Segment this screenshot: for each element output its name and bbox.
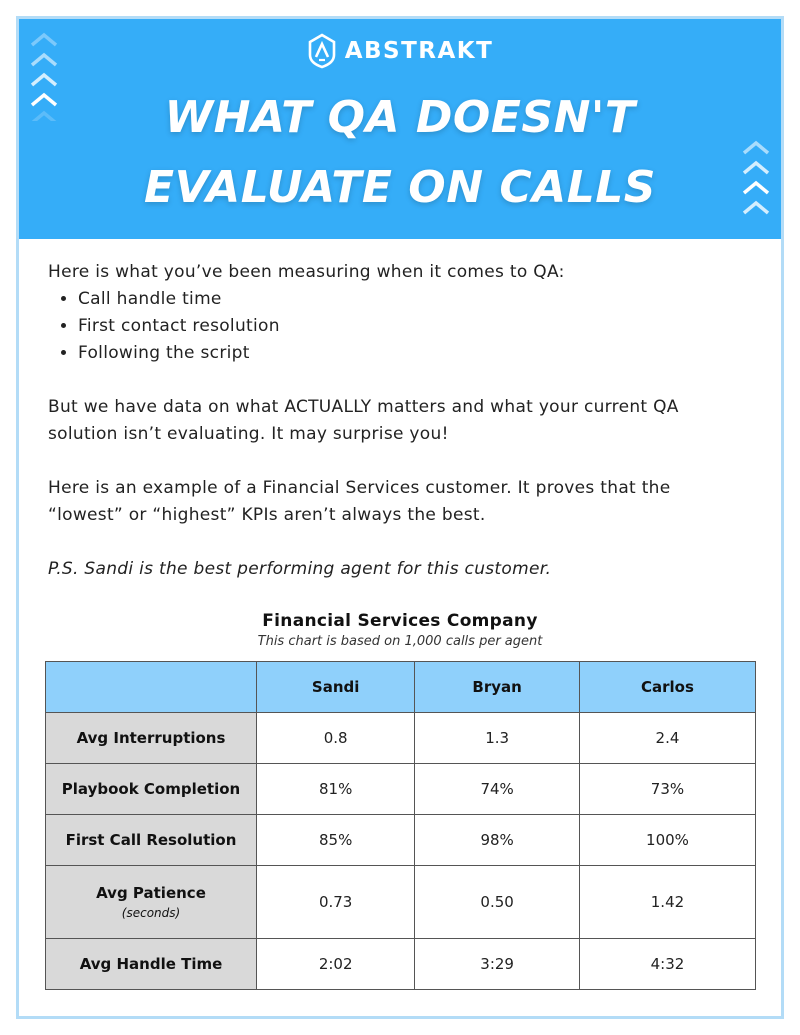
table-cell: 1.3 (415, 713, 580, 764)
table-cell: 0.73 (257, 866, 415, 939)
page-title (19, 83, 781, 223)
table-cell: 3:29 (415, 939, 580, 990)
column-header-sandi: Sandi (257, 662, 415, 713)
table-row (46, 866, 756, 939)
column-header-carlos: Carlos (579, 662, 755, 713)
table-row (46, 764, 756, 815)
table-cell: 2:02 (257, 939, 415, 990)
table-cell: 4:32 (579, 939, 755, 990)
table-cell: 85% (257, 815, 415, 866)
row-label-text: Avg Patience (96, 884, 206, 902)
postscript: P.S. Sandi is the best performing agent for this customer. (48, 559, 552, 579)
list-item: • First contact resolution (78, 313, 748, 340)
intro-paragraph-1: But we have data on what ACTUALLY matters and what your current QA solution isn’t evaluating. It may surprise you! (48, 397, 679, 444)
measured-list (48, 286, 748, 367)
title-line-1: WHAT QA DOESN'T (164, 92, 636, 143)
table-cell: 0.50 (415, 866, 580, 939)
table-header-row (46, 662, 756, 713)
table-cell: 100% (579, 815, 755, 866)
list-item: • Following the script (78, 340, 748, 367)
brand-logo (19, 33, 781, 69)
corner-cell (46, 662, 257, 713)
table-cell: 73% (579, 764, 755, 815)
table-title: Financial Services Company (262, 611, 538, 631)
row-sublabel: (seconds) (121, 906, 181, 920)
intro-lead: Here is what you’ve been measuring when it comes to QA: (48, 262, 565, 282)
title-line-2: EVALUATE ON CALLS (144, 162, 656, 213)
column-header-bryan: Bryan (415, 662, 580, 713)
table-cell: 2.4 (579, 713, 755, 764)
table-cell: 74% (415, 764, 580, 815)
row-label (46, 866, 257, 939)
row-label: Avg Interruptions (46, 713, 257, 764)
header-banner (19, 19, 781, 239)
row-label: Avg Handle Time (46, 939, 257, 990)
list-item: • Call handle time (78, 286, 748, 313)
table-cell: 98% (415, 815, 580, 866)
table-row (46, 815, 756, 866)
table-cell: 81% (257, 764, 415, 815)
table-cell: 1.42 (579, 866, 755, 939)
abstrakt-logo-icon (307, 33, 337, 69)
table-cell: 0.8 (257, 713, 415, 764)
brand-name: ABSTRAKT (344, 38, 494, 64)
intro-section (48, 259, 748, 583)
row-label: Playbook Completion (46, 764, 257, 815)
table-row (46, 713, 756, 764)
kpi-table (45, 661, 756, 990)
document-page (16, 16, 784, 1019)
table-row (46, 939, 756, 990)
intro-paragraph-2: Here is an example of a Financial Services customer. It proves that the “lowest” or “highest” KPIs aren’t always the best. (48, 478, 671, 525)
row-label: First Call Resolution (46, 815, 257, 866)
table-subtitle: This chart is based on 1,000 calls per agent (257, 634, 543, 649)
